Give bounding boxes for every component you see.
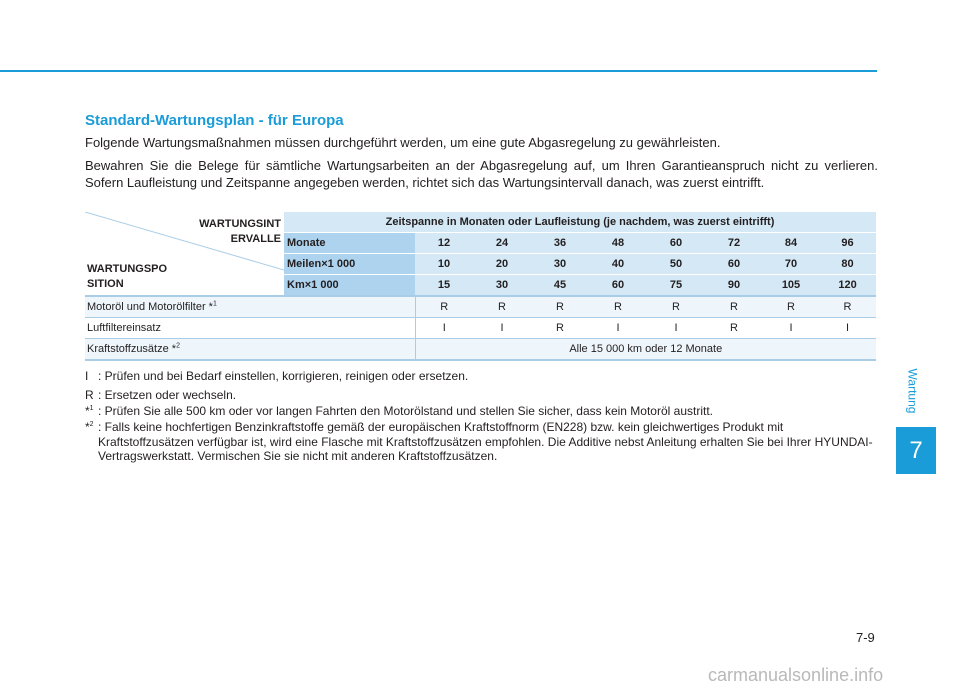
interval-value: 90 <box>705 275 763 297</box>
interval-value: 105 <box>763 275 819 297</box>
service-code: I <box>647 318 705 339</box>
service-code: R <box>705 318 763 339</box>
service-code: R <box>531 296 589 318</box>
interval-value: 40 <box>589 254 647 275</box>
interval-value: 60 <box>705 254 763 275</box>
interval-value: 72 <box>705 233 763 254</box>
service-code: R <box>473 296 531 318</box>
service-code: R <box>531 318 589 339</box>
interval-value: 80 <box>819 254 876 275</box>
watermark: carmanualsonline.info <box>708 665 884 685</box>
service-code: I <box>415 318 473 339</box>
legend-item-replace: R : Ersetzen oder wechseln. <box>85 388 237 402</box>
page-number: 7-9 <box>856 630 875 645</box>
side-tab-label: Wartung <box>905 368 919 414</box>
interval-value: 96 <box>819 233 876 254</box>
interval-label: Monate <box>284 233 415 254</box>
table-row-engine-oil <box>85 296 876 318</box>
interval-value: 48 <box>589 233 647 254</box>
interval-value: 30 <box>473 275 531 297</box>
interval-value: 50 <box>647 254 705 275</box>
interval-value: 12 <box>415 233 473 254</box>
interval-value: 120 <box>819 275 876 297</box>
service-code: I <box>819 318 876 339</box>
interval-value: 30 <box>531 254 589 275</box>
service-code: I <box>473 318 531 339</box>
row-label: Motoröl und Motorölfilter *$^1$ <box>85 296 415 318</box>
interval-value: 10 <box>415 254 473 275</box>
interval-value: 20 <box>473 254 531 275</box>
service-code: R <box>705 296 763 318</box>
service-code: R <box>589 296 647 318</box>
footnote-2: *$^2$ : Falls keine hochfertigen Benzinkraftstoffe gemäß der europäischen Kraftstoffnorm (EN228) bzw. kein gleichwertiges Produkt mit Kraftstoffzusätzen verfügbar ist, wird eine Flasche mit Kraftstoffzusätzen empfohlen. Die Additive nebst Anleitung erhalten Sie bei Ihrer HYUNDAI-Vertragswerkstatt. Vermischen Sie sie nicht mit anderen Kraftstoffzusätzen. <box>85 420 873 463</box>
interval-value: 36 <box>531 233 589 254</box>
interval-value: 24 <box>473 233 531 254</box>
table-row-air-filter <box>85 318 876 339</box>
service-code: I <box>589 318 647 339</box>
interval-label: Km×1 000 <box>284 275 415 297</box>
header-rule <box>0 70 877 72</box>
interval-value: 45 <box>531 275 589 297</box>
corner-position-label: WARTUNGSPO SITION <box>87 263 168 290</box>
fuel-additive-interval: Alle 15 000 km oder 12 Monate <box>415 339 876 361</box>
warranty-paragraph: Bewahren Sie die Belege für sämtliche Wartungsarbeiten an der Abgasregelung auf, um Ihren Garantieanspruch nicht zu verlieren. Sofern Laufleistung und Zeitspanne angegeben werden, richtet sich das Wartungsintervall danach, was zuerst eintrifft. <box>85 158 878 190</box>
interval-span-header: Zeitspanne in Monaten oder Laufleistung (je nachdem, was zuerst eintrifft) <box>284 212 876 233</box>
corner-interval-label: WARTUNGSINT ERVALLE <box>199 218 281 245</box>
interval-value: 75 <box>647 275 705 297</box>
row-label: Kraftstoffzusätze *$^2$ <box>85 339 415 361</box>
section-title: Standard-Wartungsplan - für Europa <box>85 112 344 129</box>
interval-value: 84 <box>763 233 819 254</box>
table-row-fuel-additives <box>85 339 876 361</box>
interval-value: 15 <box>415 275 473 297</box>
service-code: I <box>763 318 819 339</box>
service-code: R <box>763 296 819 318</box>
service-code: R <box>415 296 473 318</box>
interval-label: Meilen×1 000 <box>284 254 415 275</box>
interval-value: 70 <box>763 254 819 275</box>
interval-value: 60 <box>647 233 705 254</box>
intro-paragraph: Folgende Wartungsmaßnahmen müssen durchgeführt werden, um eine gute Abgasregelung zu gewährleisten. <box>85 135 721 150</box>
footnote-1: *$^1$ : Prüfen Sie alle 500 km oder vor langen Fahrten den Motorölstand und stellen Sie sicher, dass kein Motoröl austritt. <box>85 404 713 418</box>
service-code: R <box>647 296 705 318</box>
maintenance-table <box>85 212 876 361</box>
chapter-number: 7 <box>896 427 936 474</box>
legend-item-inspect: I : Prüfen und bei Bedarf einstellen, korrigieren, reinigen oder ersetzen. <box>85 369 469 383</box>
service-code: R <box>819 296 876 318</box>
row-label: Luftfiltereinsatz <box>85 318 415 339</box>
table-corner-header <box>85 212 284 296</box>
interval-value: 60 <box>589 275 647 297</box>
